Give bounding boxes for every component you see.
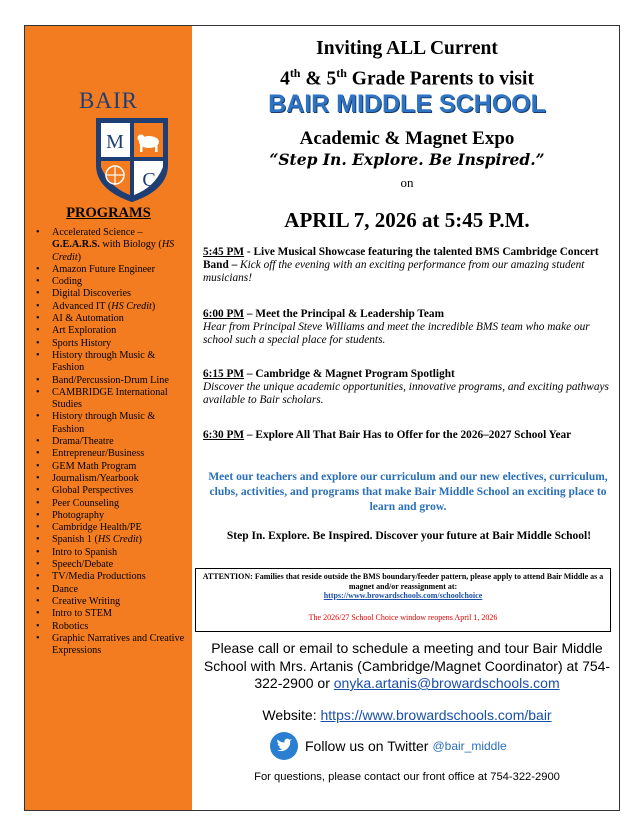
program-item: • Intro to STEM xyxy=(30,608,188,620)
website-link[interactable]: https://www.browardschools.com/bair xyxy=(320,707,552,723)
program-item: • Journalism/Yearbook xyxy=(30,473,188,485)
event-item: 6:30 PM – Explore All That Bair Has to Offer for the 2026–2027 School Year xyxy=(203,429,572,441)
school-name: BAIR MIDDLE SCHOOL xyxy=(268,90,546,118)
twitter-handle[interactable]: @bair_middle xyxy=(432,739,507,753)
twitter-line xyxy=(269,731,507,761)
crest-letter-m: M xyxy=(106,131,124,153)
program-item: • Robotics xyxy=(30,621,188,633)
program-item: • Speech/Debate xyxy=(30,559,188,571)
program-item: • GEM Math Program xyxy=(30,461,188,473)
program-item: • Peer Counseling xyxy=(30,498,188,510)
contact-info: Please call or email to schedule a meeting and tour Bair Middle School with Mrs. Artanis (Cambridge/Magnet Coordinator) at 754-322-2900 or onyka.artanis@browardschools.com xyxy=(203,640,611,691)
program-item: • Amazon Future Engineer xyxy=(30,264,188,276)
program-item: • Intro to Spanish xyxy=(30,547,188,559)
heading-line-2: 4th & 5th Grade Parents to visit xyxy=(280,66,534,90)
program-item: • Photography xyxy=(30,510,188,522)
expo-title: Academic & Magnet Expo xyxy=(299,128,515,149)
school-choice-reopen: The 2026/27 School Choice window reopens April 1, 2026 xyxy=(308,612,498,622)
email-link[interactable]: onyka.artanis@browardschools.com xyxy=(333,675,560,691)
program-item: • TV/Media Productions xyxy=(30,571,188,583)
event-item: 6:15 PM – Cambridge & Magnet Program Spotlight Discover the unique academic opportunities, innovative programs, and exciting pathways available to Bair scholars. xyxy=(203,368,609,407)
program-item: • Graphic Narratives and Creative Expressions xyxy=(30,633,188,658)
program-item: • Accelerated Science – G.E.A.R.S. with Biology (HS Credit) xyxy=(30,227,188,264)
twitter-label: Follow us on Twitter xyxy=(305,738,429,754)
step-in-message: Step In. Explore. Be Inspired. Discover your future at Bair Middle School! xyxy=(226,530,592,542)
school-choice-link[interactable]: https://www.browardschools.com/schoolchoice xyxy=(323,591,483,600)
logo-text: BAIR xyxy=(79,88,138,113)
program-item: • Spanish 1 (HS Credit) xyxy=(30,534,188,546)
crest-letter-c: C xyxy=(142,169,156,191)
twitter-icon[interactable] xyxy=(269,731,299,761)
attention-box xyxy=(195,568,611,632)
program-item: • Sports History xyxy=(30,338,188,350)
heading-line-1: Inviting ALL Current xyxy=(316,38,498,59)
on-text: on xyxy=(400,175,414,190)
program-item: • Digital Discoveries xyxy=(30,288,188,300)
event-item: 6:00 PM – Meet the Principal & Leadership Team Hear from Principal Steve Williams and meet the incredible BMS team who make our school such a special place for students. xyxy=(203,308,590,347)
program-item: • Dance xyxy=(30,584,188,596)
program-item: • Global Perspectives xyxy=(30,485,188,497)
program-item: • AI & Automation xyxy=(30,313,188,325)
website-line: Website: https://www.browardschools.com/bair xyxy=(262,707,552,723)
program-item: • History through Music & Fashion xyxy=(30,350,188,375)
programs-list xyxy=(30,227,188,657)
event-date: APRIL 7, 2026 at 5:45 P.M. xyxy=(284,208,530,232)
program-item: • Creative Writing xyxy=(30,596,188,608)
programs-title: PROGRAMS xyxy=(66,205,151,221)
program-item: • Drama/Theatre xyxy=(30,436,188,448)
program-item: • Band/Percussion-Drum Line xyxy=(30,375,188,387)
program-item: • Cambridge Health/PE xyxy=(30,522,188,534)
tagline: “Step In. Explore. Be Inspired.” xyxy=(269,150,545,169)
school-crest-icon xyxy=(95,117,169,203)
questions-line: For questions, please contact our front office at 754-322-2900 xyxy=(254,771,560,783)
attention-text: ATTENTION: Families that reside outside the BMS boundary/feeder pattern, please apply to attend Bair Middle as a magnet and/or reassignment at: xyxy=(202,572,604,591)
program-item: • Art Exploration xyxy=(30,325,188,337)
invitation-message: Meet our teachers and explore our curriculum and our new electives, curriculum, clubs, activities, and programs that make Bair Middle School an exciting place to learn and grow. xyxy=(208,471,608,513)
invitation-heading xyxy=(195,37,619,92)
program-item: • CAMBRIDGE International Studies xyxy=(30,387,188,412)
program-item: • Coding xyxy=(30,276,188,288)
event-item: 5:45 PM - Live Musical Showcase featuring the talented BMS Cambridge Concert Band – Kick off the evening with an exciting performance from our amazing student musicians! xyxy=(203,246,599,285)
program-item: • History through Music & Fashion xyxy=(30,411,188,436)
program-item: • Entrepreneur/Business xyxy=(30,448,188,460)
program-item: • Advanced IT (HS Credit) xyxy=(30,301,188,313)
